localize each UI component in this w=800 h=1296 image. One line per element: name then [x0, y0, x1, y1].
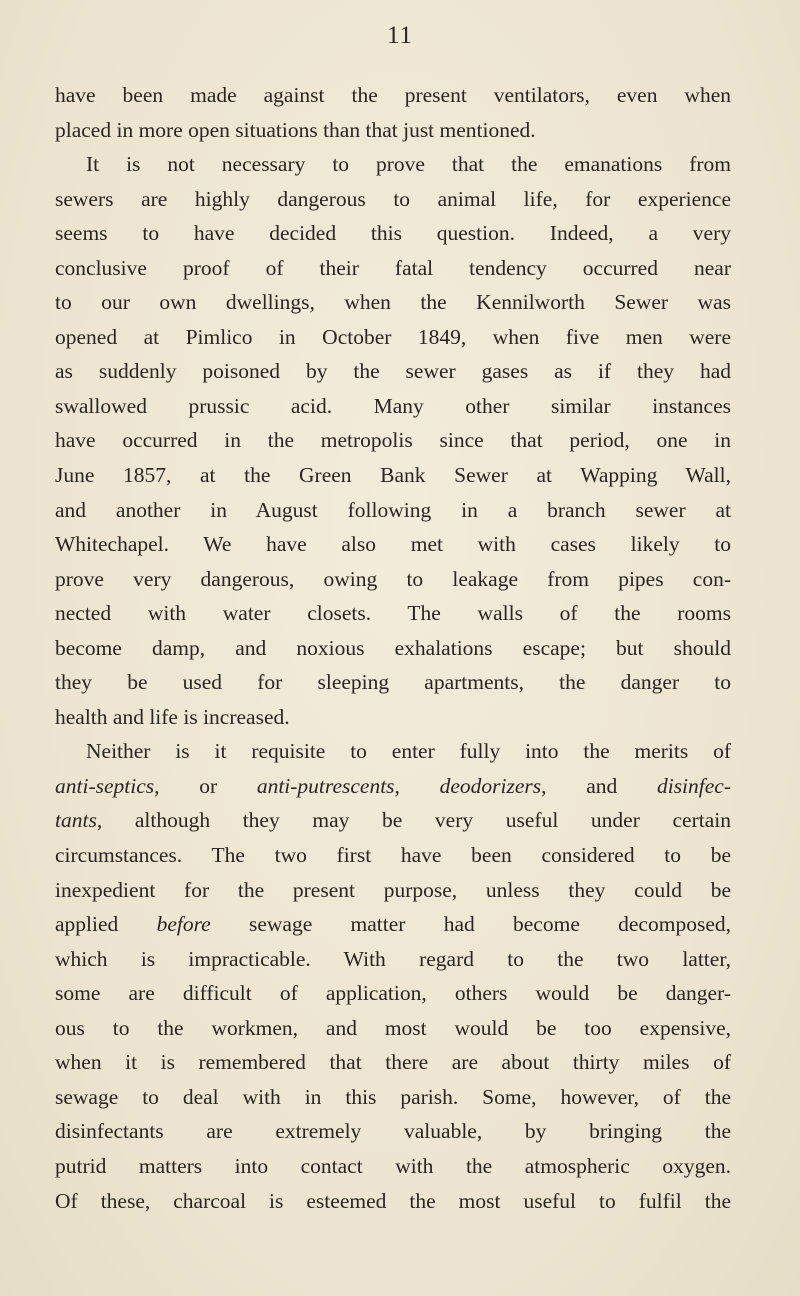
- text-line-16: nected with water closets. The walls of the rooms: [55, 601, 731, 626]
- italic-term: tants: [55, 808, 97, 833]
- text-line-15: prove very dangerous, owing to leakage from pipes con-: [55, 566, 731, 591]
- line-fragment: , or: [154, 773, 257, 798]
- text-line-24: inexpedient for the present purpose, unless they could be: [55, 877, 731, 902]
- line-fragment: , and: [541, 773, 657, 798]
- text-line-7: to our own dwellings, when the Kennilworth Sewer was: [55, 290, 731, 315]
- text-line-2: placed in more open situations than that just mentioned.: [55, 117, 536, 142]
- text-line-27: some are difficult of application, others would be danger-: [55, 981, 731, 1006]
- text-line-30: sewage to deal with in this parish. Some, however, of the: [55, 1084, 731, 1109]
- text-line-25: [55, 907, 731, 942]
- page-number: 11: [386, 22, 414, 49]
- text-line-21: [55, 769, 731, 804]
- line-fragment: sewage matter had become decomposed,: [210, 912, 731, 937]
- line-fragment: , although they may be very useful under certain: [96, 808, 731, 833]
- text-line-32: putrid matters into contact with the atmospheric oxygen.: [55, 1153, 731, 1178]
- text-line-5: seems to have decided this question. Indeed, a very: [55, 221, 731, 246]
- text-line-19: health and life is increased.: [55, 704, 290, 729]
- italic-term: deodorizers: [439, 773, 542, 798]
- text-line-6: conclusive proof of their fatal tendency occurred near: [55, 255, 731, 280]
- body-text: [55, 78, 731, 1218]
- text-line-11: have occurred in the metropolis since that period, one in: [55, 428, 731, 453]
- text-line-18: they be used for sleeping apartments, the danger to: [55, 670, 731, 695]
- text-line-29: when it is remembered that there are about thirty miles of: [55, 1050, 731, 1075]
- text-line-20: Neither is it requisite to enter fully into the merits of: [86, 739, 731, 764]
- italic-term: disinfec-: [656, 773, 731, 798]
- text-line-3: It is not necessary to prove that the emanations from: [86, 152, 731, 177]
- text-line-8: opened at Pimlico in October 1849, when five men were: [55, 324, 731, 349]
- text-line-31: disinfectants are extremely valuable, by bringing the: [55, 1119, 731, 1144]
- text-line-1: have been made against the present ventilators, even when: [55, 83, 731, 107]
- italic-term: anti-septics: [55, 773, 155, 798]
- text-line-9: as suddenly poisoned by the sewer gases as if they had: [55, 359, 731, 384]
- italic-term: anti-putrescents: [256, 773, 395, 798]
- italic-term: before: [156, 912, 211, 937]
- text-line-22: [55, 803, 731, 838]
- text-line-14: Whitechapel. We have also met with cases likely to: [55, 532, 731, 557]
- line-fragment: ,: [394, 773, 440, 798]
- text-line-4: sewers are highly dangerous to animal life, for experience: [55, 186, 731, 211]
- text-line-12: June 1857, at the Green Bank Sewer at Wapping Wall,: [55, 463, 731, 488]
- text-line-10: swallowed prussic acid. Many other similar instances: [55, 393, 731, 418]
- text-line-13: and another in August following in a branch sewer at: [55, 497, 731, 522]
- text-line-33: Of these, charcoal is esteemed the most useful to fulfil the: [55, 1188, 731, 1213]
- text-line-17: become damp, and noxious exhalations escape; but should: [55, 635, 731, 660]
- line-fragment: applied: [55, 912, 157, 937]
- text-line-26: which is impracticable. With regard to the two latter,: [55, 946, 731, 971]
- text-line-23: circumstances. The two first have been considered to be: [55, 843, 731, 868]
- text-line-28: ous to the workmen, and most would be too expensive,: [55, 1015, 731, 1040]
